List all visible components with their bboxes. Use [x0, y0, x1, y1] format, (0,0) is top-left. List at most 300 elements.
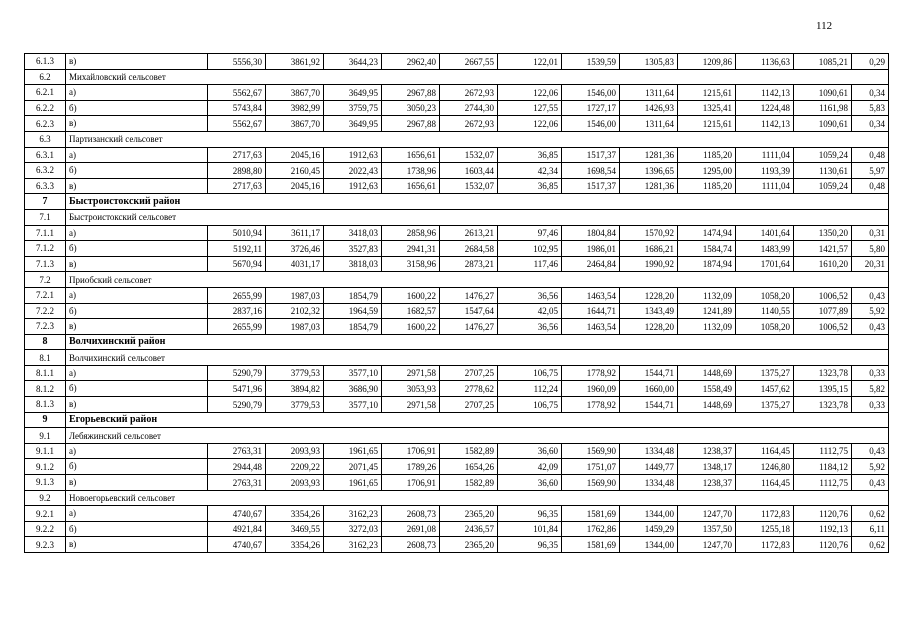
- value-cell: 1582,89: [440, 475, 498, 491]
- value-cell: 1960,09: [562, 381, 620, 397]
- value-cell: 2684,58: [440, 241, 498, 257]
- value-cell: 2045,16: [266, 178, 324, 194]
- value-cell: 5670,94: [208, 256, 266, 272]
- value-cell: 0,29: [852, 54, 889, 70]
- council-header-row: [25, 272, 889, 288]
- value-cell: 1854,79: [324, 319, 382, 335]
- value-cell: 0,31: [852, 225, 889, 241]
- table-row: [25, 54, 889, 70]
- value-cell: 1185,20: [678, 147, 736, 163]
- value-cell: 1660,00: [620, 381, 678, 397]
- table-row: [25, 100, 889, 116]
- value-cell: 0,43: [852, 443, 889, 459]
- value-cell: 2071,45: [324, 459, 382, 475]
- value-cell: 1751,07: [562, 459, 620, 475]
- value-cell: 3726,46: [266, 241, 324, 257]
- value-cell: 3272,03: [324, 521, 382, 537]
- value-cell: 2613,21: [440, 225, 498, 241]
- value-cell: 1344,00: [620, 506, 678, 522]
- value-cell: 1686,21: [620, 241, 678, 257]
- row-variant-label: в): [66, 397, 208, 413]
- value-cell: 1228,20: [620, 319, 678, 335]
- value-cell: 1164,45: [736, 475, 794, 491]
- council-name: Приобский сельсовет: [66, 272, 889, 288]
- row-variant-label: а): [66, 225, 208, 241]
- value-cell: 36,85: [498, 178, 562, 194]
- row-code: 9.2.2: [25, 521, 66, 537]
- row-code: 8: [25, 334, 66, 350]
- value-cell: 122,06: [498, 116, 562, 132]
- value-cell: 1778,92: [562, 397, 620, 413]
- value-cell: 1323,78: [794, 365, 852, 381]
- table-row: [25, 241, 889, 257]
- value-cell: 1209,86: [678, 54, 736, 70]
- row-code: 6.3.3: [25, 178, 66, 194]
- value-cell: 2707,25: [440, 397, 498, 413]
- row-code: 7.2.2: [25, 303, 66, 319]
- value-cell: 3982,99: [266, 100, 324, 116]
- value-cell: 1184,12: [794, 459, 852, 475]
- value-cell: 1185,20: [678, 178, 736, 194]
- row-code: 6.2.1: [25, 85, 66, 101]
- row-code: 8.1.2: [25, 381, 66, 397]
- value-cell: 1789,26: [382, 459, 440, 475]
- value-cell: 1706,91: [382, 443, 440, 459]
- value-cell: 36,56: [498, 287, 562, 303]
- value-cell: 4921,84: [208, 521, 266, 537]
- value-cell: 1295,00: [678, 163, 736, 179]
- table-row: [25, 163, 889, 179]
- value-cell: 3354,26: [266, 537, 324, 553]
- value-cell: 1136,63: [736, 54, 794, 70]
- value-cell: 96,35: [498, 537, 562, 553]
- council-name: Михайловский сельсовет: [66, 69, 889, 85]
- value-cell: 36,56: [498, 319, 562, 335]
- table-row: [25, 459, 889, 475]
- value-cell: 1085,21: [794, 54, 852, 70]
- tariff-table: [24, 53, 889, 553]
- value-cell: 101,84: [498, 521, 562, 537]
- value-cell: 3686,90: [324, 381, 382, 397]
- value-cell: 2717,63: [208, 178, 266, 194]
- value-cell: 36,60: [498, 475, 562, 491]
- table-row: [25, 365, 889, 381]
- value-cell: 0,62: [852, 537, 889, 553]
- row-code: 7.1.2: [25, 241, 66, 257]
- value-cell: 112,24: [498, 381, 562, 397]
- row-variant-label: в): [66, 256, 208, 272]
- value-cell: 1448,69: [678, 365, 736, 381]
- row-code: 7.1.3: [25, 256, 66, 272]
- value-cell: 5471,96: [208, 381, 266, 397]
- value-cell: 3649,95: [324, 85, 382, 101]
- value-cell: 2837,16: [208, 303, 266, 319]
- value-cell: 1311,64: [620, 85, 678, 101]
- value-cell: 1517,37: [562, 178, 620, 194]
- value-cell: 1161,98: [794, 100, 852, 116]
- row-code: 7.2: [25, 272, 66, 288]
- value-cell: 1544,71: [620, 397, 678, 413]
- value-cell: 1375,27: [736, 397, 794, 413]
- row-code: 8.1: [25, 350, 66, 366]
- row-variant-label: б): [66, 459, 208, 475]
- value-cell: 1238,37: [678, 443, 736, 459]
- value-cell: 1547,64: [440, 303, 498, 319]
- value-cell: 1112,75: [794, 475, 852, 491]
- value-cell: 1357,50: [678, 521, 736, 537]
- value-cell: 1656,61: [382, 147, 440, 163]
- value-cell: 1077,89: [794, 303, 852, 319]
- value-cell: 5743,84: [208, 100, 266, 116]
- row-variant-label: в): [66, 475, 208, 491]
- value-cell: 1582,89: [440, 443, 498, 459]
- value-cell: 0,43: [852, 319, 889, 335]
- value-cell: 0,62: [852, 506, 889, 522]
- value-cell: 4031,17: [266, 256, 324, 272]
- value-cell: 1334,48: [620, 475, 678, 491]
- value-cell: 5,83: [852, 100, 889, 116]
- table-row: [25, 319, 889, 335]
- value-cell: 5,80: [852, 241, 889, 257]
- row-code: 6.3.2: [25, 163, 66, 179]
- value-cell: 5,92: [852, 303, 889, 319]
- value-cell: 2744,30: [440, 100, 498, 116]
- value-cell: 1706,91: [382, 475, 440, 491]
- table-row: [25, 537, 889, 553]
- value-cell: 3649,95: [324, 116, 382, 132]
- row-variant-label: б): [66, 303, 208, 319]
- row-variant-label: б): [66, 163, 208, 179]
- value-cell: 2464,84: [562, 256, 620, 272]
- value-cell: 1192,13: [794, 521, 852, 537]
- row-code: 6.2.3: [25, 116, 66, 132]
- value-cell: 1912,63: [324, 178, 382, 194]
- value-cell: 1396,65: [620, 163, 678, 179]
- value-cell: 1343,49: [620, 303, 678, 319]
- value-cell: 3759,75: [324, 100, 382, 116]
- value-cell: 1569,90: [562, 443, 620, 459]
- value-cell: 1401,64: [736, 225, 794, 241]
- row-variant-label: б): [66, 381, 208, 397]
- value-cell: 2160,45: [266, 163, 324, 179]
- value-cell: 0,33: [852, 365, 889, 381]
- value-cell: 2608,73: [382, 506, 440, 522]
- value-cell: 2608,73: [382, 537, 440, 553]
- value-cell: 1006,52: [794, 287, 852, 303]
- table-row: [25, 381, 889, 397]
- district-name: Волчихинский район: [66, 334, 889, 350]
- table-row: [25, 287, 889, 303]
- value-cell: 20,31: [852, 256, 889, 272]
- value-cell: 1762,86: [562, 521, 620, 537]
- value-cell: 96,35: [498, 506, 562, 522]
- value-cell: 122,01: [498, 54, 562, 70]
- value-cell: 2873,21: [440, 256, 498, 272]
- value-cell: 1111,04: [736, 147, 794, 163]
- value-cell: 117,46: [498, 256, 562, 272]
- value-cell: 3779,53: [266, 397, 324, 413]
- value-cell: 1581,69: [562, 537, 620, 553]
- value-cell: 2763,31: [208, 443, 266, 459]
- value-cell: 1255,18: [736, 521, 794, 537]
- value-cell: 1532,07: [440, 178, 498, 194]
- row-code: 6.2.2: [25, 100, 66, 116]
- value-cell: 1449,77: [620, 459, 678, 475]
- value-cell: 3867,70: [266, 116, 324, 132]
- value-cell: 3053,93: [382, 381, 440, 397]
- row-variant-label: а): [66, 147, 208, 163]
- value-cell: 2093,93: [266, 475, 324, 491]
- value-cell: 1990,92: [620, 256, 678, 272]
- row-code: 9.1.1: [25, 443, 66, 459]
- value-cell: 0,43: [852, 287, 889, 303]
- value-cell: 1532,07: [440, 147, 498, 163]
- value-cell: 1476,27: [440, 319, 498, 335]
- value-cell: 3779,53: [266, 365, 324, 381]
- row-variant-label: б): [66, 241, 208, 257]
- value-cell: 1247,70: [678, 506, 736, 522]
- row-code: 7: [25, 194, 66, 210]
- row-code: 7.2.1: [25, 287, 66, 303]
- value-cell: 2209,22: [266, 459, 324, 475]
- value-cell: 1058,20: [736, 287, 794, 303]
- value-cell: 2858,96: [382, 225, 440, 241]
- value-cell: 1426,93: [620, 100, 678, 116]
- table-row: [25, 506, 889, 522]
- council-header-row: [25, 131, 889, 147]
- table-row: [25, 303, 889, 319]
- value-cell: 1854,79: [324, 287, 382, 303]
- value-cell: 1483,99: [736, 241, 794, 257]
- value-cell: 1132,09: [678, 287, 736, 303]
- table-row: [25, 85, 889, 101]
- value-cell: 1348,17: [678, 459, 736, 475]
- page-number: 112: [816, 20, 833, 32]
- row-code: 7.2.3: [25, 319, 66, 335]
- value-cell: 1584,74: [678, 241, 736, 257]
- table-row: [25, 116, 889, 132]
- value-cell: 2944,48: [208, 459, 266, 475]
- row-code: 6.3: [25, 131, 66, 147]
- value-cell: 4740,67: [208, 506, 266, 522]
- value-cell: 6,11: [852, 521, 889, 537]
- value-cell: 1654,26: [440, 459, 498, 475]
- value-cell: 1130,61: [794, 163, 852, 179]
- table-row: [25, 256, 889, 272]
- row-variant-label: в): [66, 54, 208, 70]
- council-header-row: [25, 428, 889, 444]
- value-cell: 2022,43: [324, 163, 382, 179]
- value-cell: 1448,69: [678, 397, 736, 413]
- council-header-row: [25, 209, 889, 225]
- value-cell: 1120,76: [794, 506, 852, 522]
- value-cell: 1682,57: [382, 303, 440, 319]
- row-code: 8.1.3: [25, 397, 66, 413]
- value-cell: 5290,79: [208, 397, 266, 413]
- value-cell: 1228,20: [620, 287, 678, 303]
- row-variant-label: а): [66, 287, 208, 303]
- value-cell: 4740,67: [208, 537, 266, 553]
- value-cell: 1238,37: [678, 475, 736, 491]
- value-cell: 5010,94: [208, 225, 266, 241]
- value-cell: 1517,37: [562, 147, 620, 163]
- value-cell: 1215,61: [678, 116, 736, 132]
- value-cell: 1344,00: [620, 537, 678, 553]
- council-header-row: [25, 69, 889, 85]
- value-cell: 0,34: [852, 116, 889, 132]
- value-cell: 3050,23: [382, 100, 440, 116]
- value-cell: 1804,84: [562, 225, 620, 241]
- value-cell: 42,09: [498, 459, 562, 475]
- table-row: [25, 397, 889, 413]
- row-variant-label: в): [66, 116, 208, 132]
- value-cell: 1247,70: [678, 537, 736, 553]
- value-cell: 1912,63: [324, 147, 382, 163]
- row-code: 6.3.1: [25, 147, 66, 163]
- value-cell: 0,33: [852, 397, 889, 413]
- row-variant-label: б): [66, 521, 208, 537]
- value-cell: 1600,22: [382, 319, 440, 335]
- value-cell: 1224,48: [736, 100, 794, 116]
- value-cell: 1090,61: [794, 85, 852, 101]
- district-header-row: [25, 412, 889, 428]
- value-cell: 1558,49: [678, 381, 736, 397]
- value-cell: 2045,16: [266, 147, 324, 163]
- value-cell: 2971,58: [382, 397, 440, 413]
- value-cell: 42,05: [498, 303, 562, 319]
- council-name: Лебяжинский сельсовет: [66, 428, 889, 444]
- value-cell: 2093,93: [266, 443, 324, 459]
- value-cell: 1986,01: [562, 241, 620, 257]
- value-cell: 1375,27: [736, 365, 794, 381]
- value-cell: 5290,79: [208, 365, 266, 381]
- value-cell: 5192,11: [208, 241, 266, 257]
- value-cell: 0,48: [852, 147, 889, 163]
- value-cell: 2967,88: [382, 85, 440, 101]
- value-cell: 1140,55: [736, 303, 794, 319]
- row-code: 9.1.2: [25, 459, 66, 475]
- value-cell: 3894,82: [266, 381, 324, 397]
- value-cell: 2707,25: [440, 365, 498, 381]
- row-variant-label: а): [66, 506, 208, 522]
- value-cell: 1546,00: [562, 85, 620, 101]
- value-cell: 1961,65: [324, 475, 382, 491]
- value-cell: 2898,80: [208, 163, 266, 179]
- row-code: 7.1.1: [25, 225, 66, 241]
- row-code: 9.2.3: [25, 537, 66, 553]
- row-variant-label: в): [66, 319, 208, 335]
- table-row: [25, 443, 889, 459]
- value-cell: 3577,10: [324, 365, 382, 381]
- row-code: 9.2: [25, 490, 66, 506]
- value-cell: 1395,15: [794, 381, 852, 397]
- value-cell: 1058,20: [736, 319, 794, 335]
- district-name: Егорьевский район: [66, 412, 889, 428]
- value-cell: 3818,03: [324, 256, 382, 272]
- value-cell: 97,46: [498, 225, 562, 241]
- row-code: 7.1: [25, 209, 66, 225]
- value-cell: 1701,64: [736, 256, 794, 272]
- value-cell: 1570,92: [620, 225, 678, 241]
- value-cell: 1246,80: [736, 459, 794, 475]
- council-name: Партизанский сельсовет: [66, 131, 889, 147]
- value-cell: 1656,61: [382, 178, 440, 194]
- value-cell: 1006,52: [794, 319, 852, 335]
- table-row: [25, 178, 889, 194]
- value-cell: 5562,67: [208, 116, 266, 132]
- value-cell: 2672,93: [440, 116, 498, 132]
- value-cell: 2971,58: [382, 365, 440, 381]
- value-cell: 1164,45: [736, 443, 794, 459]
- value-cell: 36,60: [498, 443, 562, 459]
- table-body: [25, 54, 889, 553]
- value-cell: 1142,13: [736, 116, 794, 132]
- value-cell: 2778,62: [440, 381, 498, 397]
- value-cell: 1334,48: [620, 443, 678, 459]
- value-cell: 1600,22: [382, 287, 440, 303]
- value-cell: 1474,94: [678, 225, 736, 241]
- value-cell: 2365,20: [440, 506, 498, 522]
- value-cell: 1172,83: [736, 537, 794, 553]
- council-name: Новоегорьевский сельсовет: [66, 490, 889, 506]
- value-cell: 1961,65: [324, 443, 382, 459]
- value-cell: 5556,30: [208, 54, 266, 70]
- value-cell: 1311,64: [620, 116, 678, 132]
- value-cell: 3644,23: [324, 54, 382, 70]
- value-cell: 5,92: [852, 459, 889, 475]
- district-header-row: [25, 194, 889, 210]
- value-cell: 3354,26: [266, 506, 324, 522]
- council-header-row: [25, 490, 889, 506]
- value-cell: 1305,83: [620, 54, 678, 70]
- value-cell: 1610,20: [794, 256, 852, 272]
- value-cell: 1539,59: [562, 54, 620, 70]
- value-cell: 2967,88: [382, 116, 440, 132]
- value-cell: 2365,20: [440, 537, 498, 553]
- value-cell: 122,06: [498, 85, 562, 101]
- value-cell: 1421,57: [794, 241, 852, 257]
- value-cell: 1644,71: [562, 303, 620, 319]
- value-cell: 106,75: [498, 365, 562, 381]
- value-cell: 1987,03: [266, 287, 324, 303]
- value-cell: 1546,00: [562, 116, 620, 132]
- value-cell: 1120,76: [794, 537, 852, 553]
- table-row: [25, 147, 889, 163]
- table-row: [25, 225, 889, 241]
- row-variant-label: а): [66, 365, 208, 381]
- value-cell: 3418,03: [324, 225, 382, 241]
- value-cell: 2436,57: [440, 521, 498, 537]
- value-cell: 1281,36: [620, 178, 678, 194]
- row-variant-label: а): [66, 85, 208, 101]
- row-variant-label: в): [66, 178, 208, 194]
- value-cell: 1603,44: [440, 163, 498, 179]
- value-cell: 5,82: [852, 381, 889, 397]
- row-variant-label: а): [66, 443, 208, 459]
- value-cell: 0,48: [852, 178, 889, 194]
- value-cell: 1738,96: [382, 163, 440, 179]
- value-cell: 1544,71: [620, 365, 678, 381]
- council-name: Быстроистокский сельсовет: [66, 209, 889, 225]
- value-cell: 2672,93: [440, 85, 498, 101]
- value-cell: 106,75: [498, 397, 562, 413]
- council-name: Волчихинский сельсовет: [66, 350, 889, 366]
- value-cell: 1059,24: [794, 147, 852, 163]
- row-code: 9.1.3: [25, 475, 66, 491]
- row-code: 6.2: [25, 69, 66, 85]
- value-cell: 0,43: [852, 475, 889, 491]
- value-cell: 1457,62: [736, 381, 794, 397]
